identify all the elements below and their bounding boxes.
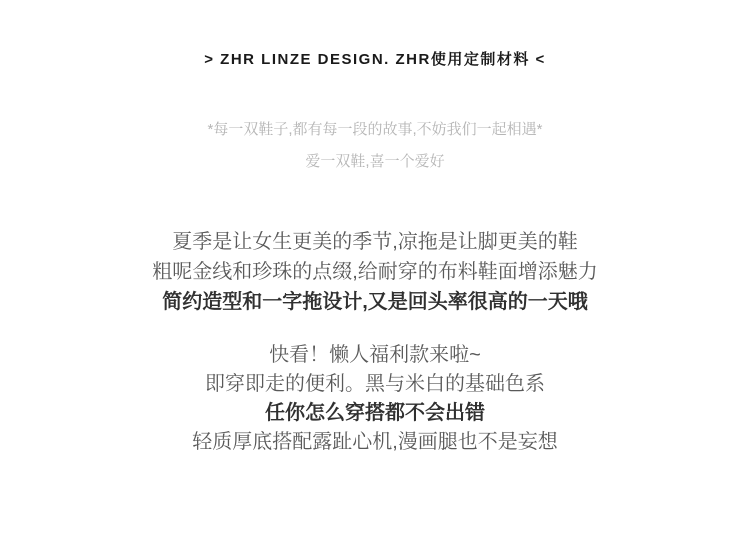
intro-line-3-emphasis: 简约造型和一字拖设计,又是回头率很高的一天哦 — [162, 291, 588, 313]
promo-line-1: 快看！懒人福利款来啦~ — [269, 344, 481, 366]
promo-line-3-emphasis: 任你怎么穿搭都不会出错 — [265, 402, 485, 424]
tagline-block — [0, 114, 750, 178]
intro-line-2: 粗呢金线和珍珠的点缀,给耐穿的布料鞋面增添魅力 — [152, 261, 598, 283]
promo-line-2: 即穿即走的便利。黑与米白的基础色系 — [205, 373, 545, 395]
tagline-line-1: *每一双鞋子,都有每一段的故事,不妨我们一起相遇* — [207, 121, 543, 138]
promo-paragraph — [0, 341, 750, 457]
intro-line-1: 夏季是让女生更美的季节,凉拖是让脚更美的鞋 — [172, 231, 578, 253]
tagline-line-2: 爱一双鞋,喜一个爱好 — [305, 153, 445, 170]
brand-header: > ZHR LINZE DESIGN. ZHR使用定制材料 < — [204, 51, 546, 68]
promo-line-4: 轻质厚底搭配露趾心机,漫画腿也不是妄想 — [192, 431, 558, 453]
intro-paragraph — [0, 227, 750, 317]
